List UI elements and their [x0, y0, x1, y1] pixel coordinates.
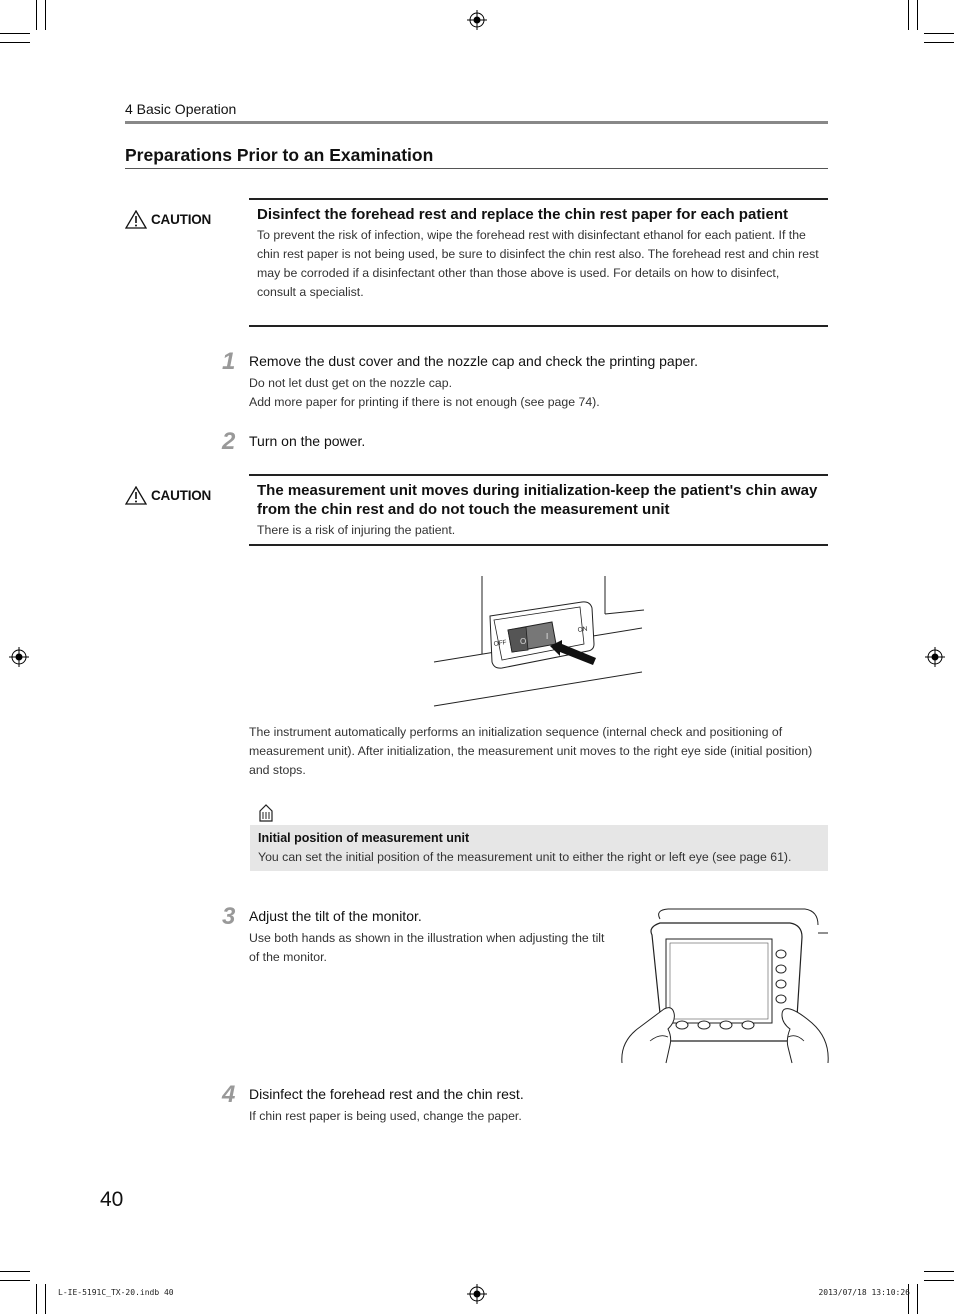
registration-mark-icon: [467, 1284, 487, 1304]
crop-mark: [924, 1271, 954, 1272]
step-text: Remove the dust cover and the nozzle cap and check the printing paper.: [249, 353, 699, 369]
caution-title: The measurement unit moves during initialization-keep the patient's chin away from the chin rest and do not touch the measurement unit: [257, 482, 818, 518]
crop-mark: [924, 33, 954, 34]
caution-label: [125, 210, 211, 229]
registration-mark-icon: [925, 647, 945, 667]
switch-off-symbol: O: [520, 637, 527, 646]
init-paragraph: The instrument automatically performs an initialization sequence (internal check and positioning of measurement unit). After initialization, the measurement unit moves to the right eye side (initial position) and stops.: [249, 725, 813, 777]
caution-title: Disinfect the forehead rest and replace the chin rest paper for each patient: [257, 206, 788, 223]
note-box: [250, 825, 828, 871]
step-subtext: Add more paper for printing if there is not enough (see page 74).: [249, 395, 600, 409]
switch-on-label: ON: [577, 625, 588, 634]
crop-mark: [0, 42, 30, 43]
crop-mark: [917, 1284, 918, 1314]
registration-mark-icon: [9, 647, 29, 667]
warning-triangle-icon: [125, 210, 147, 229]
switch-on-symbol: I: [546, 632, 549, 641]
step-subtext: Do not let dust get on the nozzle cap.: [249, 376, 453, 390]
memo-icon: [258, 804, 274, 822]
step-number: 4: [222, 1081, 236, 1108]
crop-mark: [0, 33, 30, 34]
page-title: Preparations Prior to an Examination: [125, 145, 434, 165]
section-header: 4 Basic Operation: [125, 101, 237, 117]
monitor-tilt-illustration: [620, 905, 830, 1067]
footer-timestamp: 2013/07/18 13:10:26: [818, 1288, 910, 1297]
step-text: Turn on the power.: [249, 433, 366, 449]
step-number: 2: [222, 428, 236, 455]
step-subtext: If chin rest paper is being used, change the paper.: [249, 1109, 522, 1123]
crop-mark: [0, 1271, 30, 1272]
caution-body: There is a risk of injuring the patient.: [257, 523, 456, 537]
note-body: You can set the initial position of the measurement unit to either the right or left eye (see page 61).: [258, 850, 792, 864]
crop-mark: [924, 1280, 954, 1281]
crop-mark: [0, 1280, 30, 1281]
switch-off-label: OFF: [493, 639, 508, 648]
registration-mark-icon: [467, 10, 487, 30]
caution-box: [249, 474, 828, 546]
warning-triangle-icon: [125, 486, 147, 505]
crop-mark: [45, 0, 46, 30]
note-title: Initial position of measurement unit: [258, 831, 470, 845]
caution-label-text: CAUTION: [151, 212, 212, 227]
step-subtext: Use both hands as shown in the illustration when adjusting the tilt of the monitor.: [249, 931, 605, 964]
crop-mark: [36, 0, 37, 30]
header-rule: [125, 121, 828, 124]
footer-file: L-IE-5191C_TX-20.indb 40: [58, 1288, 174, 1297]
title-rule: [125, 168, 828, 169]
crop-mark: [36, 1284, 37, 1314]
crop-mark: [917, 0, 918, 30]
step-number: 3: [222, 903, 236, 930]
caution-label: [125, 486, 211, 505]
caution-label-text: CAUTION: [151, 488, 212, 503]
crop-mark: [45, 1284, 46, 1314]
power-switch-illustration: [432, 574, 647, 710]
step-number: 1: [222, 348, 236, 375]
crop-mark: [908, 0, 909, 30]
step-text: Adjust the tilt of the monitor.: [249, 908, 422, 924]
crop-mark: [924, 42, 954, 43]
page-number: 40: [100, 1188, 124, 1211]
step-text: Disinfect the forehead rest and the chin rest.: [249, 1086, 524, 1102]
caution-box: [249, 198, 828, 327]
caution-body: To prevent the risk of infection, wipe the forehead rest with disinfectant ethanol for each patient. If the chin rest paper is not being used, be sure to disinfect the chin rest also. The forehead rest and chin rest may be corroded if a disinfectant other than those above is used. For details on how to disinfect, consult a specialist.: [257, 228, 819, 299]
